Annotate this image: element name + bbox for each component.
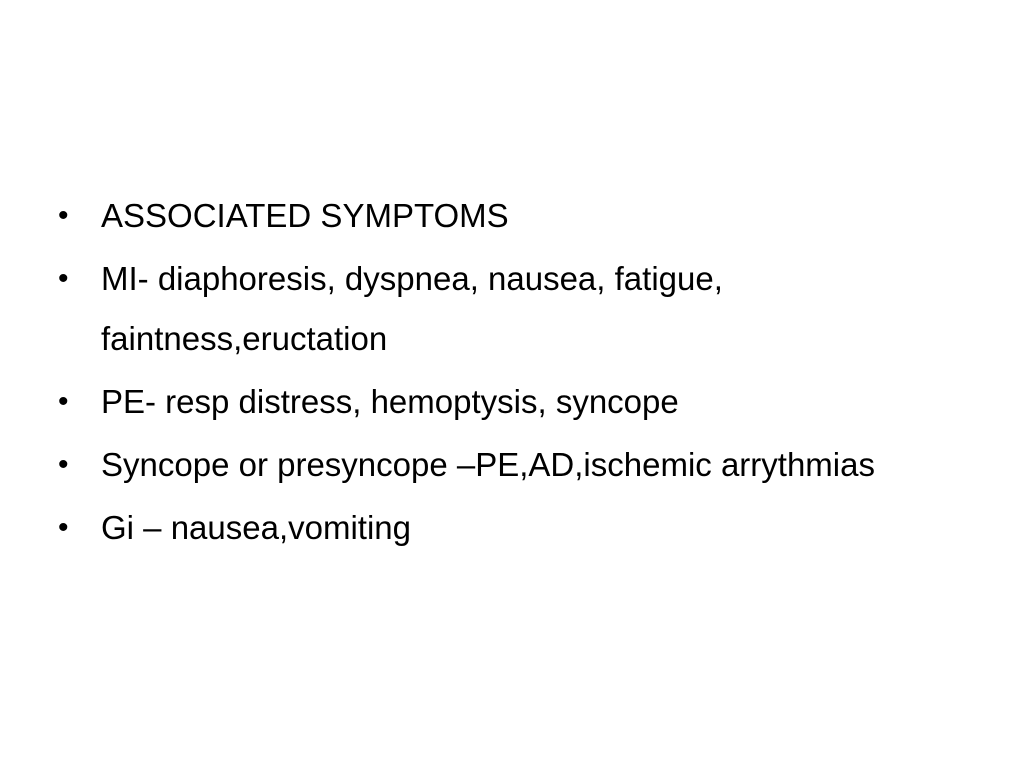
- bullet-text: ASSOCIATED SYMPTOMS: [101, 197, 509, 234]
- bullet-text: MI- diaphoresis, dyspnea, nausea, fatigue, faintness,eructation: [101, 260, 723, 357]
- bullet-icon: •: [58, 511, 69, 544]
- bullet-item-gi: [58, 498, 958, 558]
- bullet-icon: •: [58, 199, 69, 232]
- bullet-item-mi: [58, 249, 901, 369]
- bullet-list: [58, 186, 958, 561]
- bullet-text: PE- resp distress, hemoptysis, syncope: [101, 383, 679, 420]
- bullet-icon: •: [58, 385, 69, 418]
- bullet-item-associated-symptoms: [58, 186, 958, 246]
- bullet-item-pe: [58, 372, 958, 432]
- bullet-icon: •: [58, 448, 69, 481]
- bullet-text: Syncope or presyncope –PE,AD,ischemic arrythmias: [101, 446, 875, 483]
- bullet-icon: •: [58, 262, 69, 295]
- bullet-text: Gi – nausea,vomiting: [101, 509, 412, 546]
- bullet-item-syncope: [58, 435, 901, 495]
